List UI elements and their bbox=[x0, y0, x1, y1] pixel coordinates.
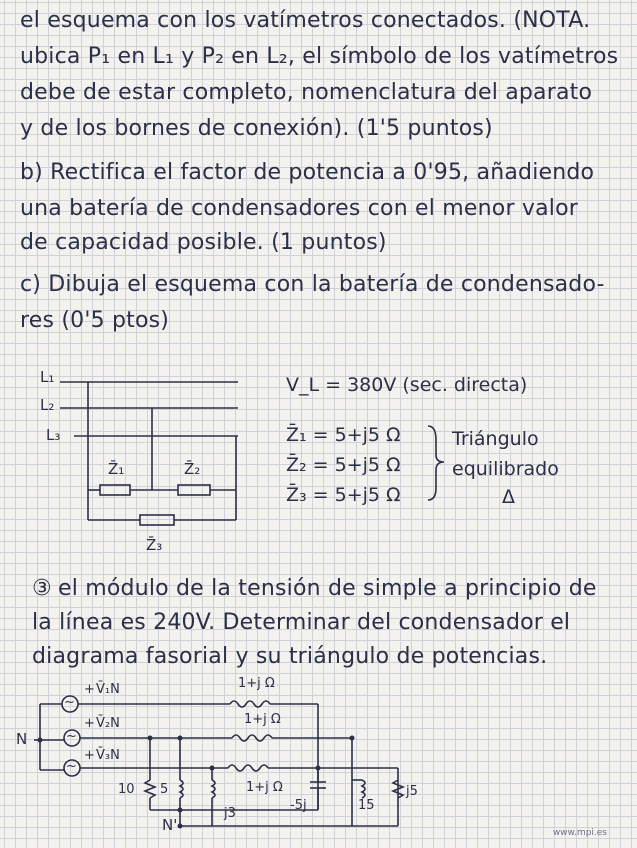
load-label-15: 15 bbox=[358, 798, 375, 813]
neutral-label-n-prime: N' bbox=[162, 816, 178, 834]
footer-watermark: www.mpi.es bbox=[552, 828, 607, 838]
source-3-symbol: ~ bbox=[66, 759, 77, 774]
load-label-5: 5 bbox=[160, 782, 169, 797]
load-label-10: 10 bbox=[118, 782, 135, 797]
line-voltage-value: V_L = 380V (sec. directa) bbox=[286, 374, 528, 396]
text-line-8: c) Dibuja el esquema con la batería de condensado- bbox=[20, 272, 605, 297]
source-3-plus: + bbox=[84, 748, 95, 763]
line-impedance-3: 1+j Ω bbox=[246, 780, 283, 795]
source-1-label: V̄₁N bbox=[96, 682, 120, 697]
text-line-7: de capacidad posible. (1 puntos) bbox=[20, 230, 387, 255]
load-label-z2: Z̄₂ bbox=[184, 460, 201, 478]
problem4-text-line-1: el módulo de la tensión de simple a principio de bbox=[58, 576, 597, 601]
source-1-symbol: ~ bbox=[64, 695, 75, 710]
line-label-l2: L₂ bbox=[40, 396, 55, 414]
impedance-z2: Z̄₂ = 5+j5 Ω bbox=[286, 454, 401, 476]
line-label-l1: L₁ bbox=[40, 368, 55, 386]
line-impedance-1: 1+j Ω bbox=[238, 676, 275, 691]
line-label-l3: L₃ bbox=[46, 426, 61, 444]
source-1-plus: + bbox=[84, 682, 95, 697]
text-line-6: una batería de condensadores con el menor valor bbox=[20, 196, 579, 221]
line-impedance-2: 1+j Ω bbox=[244, 712, 281, 727]
load-label-j5: j5 bbox=[406, 784, 418, 799]
source-2-label: V̄₂N bbox=[96, 716, 120, 731]
text-line-2: ubica P₁ en L₁ y P₂ en L₂, el símbolo de los vatímetros bbox=[20, 44, 619, 69]
problem4-text-line-3: diagrama fasorial y su triángulo de potencias. bbox=[32, 644, 548, 669]
load-label-j3: j3 bbox=[224, 806, 236, 821]
problem4-text-line-2: la línea es 240V. Determinar del condensador el bbox=[32, 610, 571, 635]
text-line-3: debe de estar completo, nomenclatura del aparato bbox=[20, 80, 593, 105]
source-2-plus: + bbox=[84, 716, 95, 731]
impedance-z1: Z̄₁ = 5+j5 Ω bbox=[286, 424, 401, 446]
note-equilibrado: equilibrado bbox=[452, 458, 559, 480]
load-label-z1: Z̄₁ bbox=[108, 460, 125, 478]
delta-symbol: Δ bbox=[502, 486, 515, 508]
source-3-label: V̄₃N bbox=[96, 748, 120, 763]
note-triangulo: Triángulo bbox=[452, 428, 539, 450]
source-2-symbol: ~ bbox=[66, 729, 77, 744]
load-label-z3: Z̄₃ bbox=[146, 536, 163, 554]
impedance-z3: Z̄₃ = 5+j5 Ω bbox=[286, 484, 401, 506]
text-line-4: y de los bornes de conexión). (1'5 puntos) bbox=[20, 116, 493, 141]
load-label-minus-5j: -5j bbox=[290, 798, 307, 813]
text-line-5: b) Rectifica el factor de potencia a 0'95, añadiendo bbox=[20, 160, 595, 185]
problem4-number: ③ bbox=[32, 576, 52, 601]
text-line-1: el esquema con los vatímetros conectados. (NOTA. bbox=[20, 8, 591, 33]
neutral-label-n: N bbox=[16, 730, 28, 748]
text-line-9: res (0'5 ptos) bbox=[20, 308, 170, 333]
